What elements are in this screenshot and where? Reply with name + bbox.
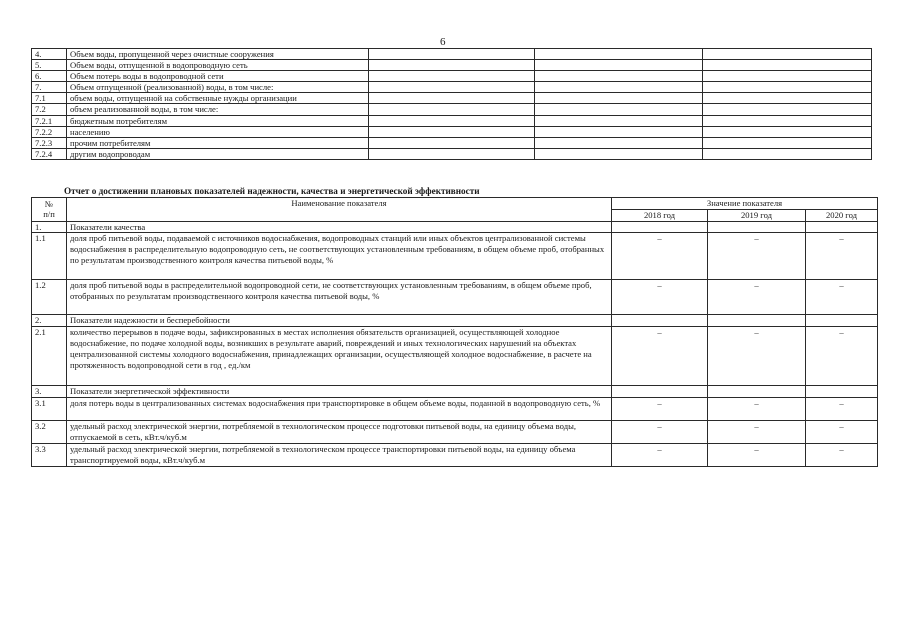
indicator-name: удельный расход электрической энергии, потребляемой в технологическом процессе транспортировки питьевой воды, на единицу объема транспортируемой воды, кВт.ч/куб.м bbox=[67, 443, 612, 466]
row-name: прочим потребителям bbox=[67, 137, 369, 148]
indicator-value: – bbox=[806, 233, 878, 280]
indicator-value bbox=[806, 315, 878, 327]
value-cell bbox=[703, 93, 872, 104]
table-row bbox=[32, 49, 872, 60]
value-cell bbox=[369, 82, 535, 93]
indicator-row bbox=[32, 397, 878, 420]
year-header: 2018 год bbox=[612, 209, 708, 221]
indicator-value bbox=[708, 221, 806, 233]
indicator-row bbox=[32, 420, 878, 443]
table-row bbox=[32, 82, 872, 93]
table-row bbox=[32, 148, 872, 159]
value-cell bbox=[369, 115, 535, 126]
value-cell bbox=[703, 71, 872, 82]
row-name: населению bbox=[67, 126, 369, 137]
row-name: Объем воды, пропущенной через очистные сооружения bbox=[67, 49, 369, 60]
indicator-value bbox=[612, 315, 708, 327]
indicator-value bbox=[708, 315, 806, 327]
value-cell bbox=[369, 93, 535, 104]
value-header: Значение показателя bbox=[612, 198, 878, 210]
row-number: 7. bbox=[32, 82, 67, 93]
indicator-value: – bbox=[612, 420, 708, 443]
indicator-value bbox=[708, 386, 806, 398]
row-number: 2.1 bbox=[32, 327, 67, 386]
indicator-name: удельный расход электрической энергии, потребляемой в технологическом процессе подготовки питьевой воды, на единицу объема воды, отпускаемой в сеть, кВт.ч/куб.м bbox=[67, 420, 612, 443]
value-cell bbox=[369, 49, 535, 60]
table-row bbox=[32, 126, 872, 137]
value-cell bbox=[369, 104, 535, 115]
page-number: 6 bbox=[440, 36, 446, 48]
value-cell bbox=[369, 126, 535, 137]
row-number: 4. bbox=[32, 49, 67, 60]
indicator-value: – bbox=[612, 280, 708, 315]
table-row bbox=[32, 93, 872, 104]
value-cell bbox=[703, 104, 872, 115]
indicator-row bbox=[32, 443, 878, 466]
value-cell bbox=[535, 71, 703, 82]
row-name: Объем потерь воды в водопроводной сети bbox=[67, 71, 369, 82]
value-cell bbox=[535, 126, 703, 137]
value-cell bbox=[703, 82, 872, 93]
value-cell bbox=[535, 82, 703, 93]
indicator-name: доля проб питьевой воды в распределительной водопроводной сети, не соответствующих установленным требованиям, в общем объеме проб, отобранных по результатам производственного контроля качества питьевой воды, % bbox=[67, 280, 612, 315]
row-number: 7.2.1 bbox=[32, 115, 67, 126]
name-header: Наименование показателя bbox=[67, 198, 612, 222]
value-cell bbox=[703, 126, 872, 137]
value-cell bbox=[703, 60, 872, 71]
section-row bbox=[32, 221, 878, 233]
indicator-value: – bbox=[806, 443, 878, 466]
value-cell bbox=[703, 115, 872, 126]
table-row bbox=[32, 115, 872, 126]
value-cell bbox=[369, 137, 535, 148]
row-name: другим водопроводам bbox=[67, 148, 369, 159]
row-number: 7.2.2 bbox=[32, 126, 67, 137]
row-number: 7.1 bbox=[32, 93, 67, 104]
value-cell bbox=[535, 137, 703, 148]
indicator-value bbox=[806, 386, 878, 398]
indicator-value: – bbox=[612, 443, 708, 466]
indicator-value: – bbox=[708, 233, 806, 280]
year-header: 2020 год bbox=[806, 209, 878, 221]
indicator-row bbox=[32, 233, 878, 280]
report-title: Отчет о достижении плановых показателей надежности, качества и энергетической эффективности bbox=[64, 186, 480, 196]
section-title: Показатели энергетической эффективности bbox=[67, 386, 612, 398]
row-name: Объем отпущенной (реализованной) воды, в том числе: bbox=[67, 82, 369, 93]
row-number: 6. bbox=[32, 71, 67, 82]
row-number: 1.1 bbox=[32, 233, 67, 280]
row-number: 7.2.4 bbox=[32, 148, 67, 159]
indicator-value: – bbox=[806, 420, 878, 443]
indicator-value: – bbox=[708, 327, 806, 386]
row-number: 1. bbox=[32, 221, 67, 233]
value-cell bbox=[535, 104, 703, 115]
table-row bbox=[32, 60, 872, 71]
indicator-value bbox=[806, 221, 878, 233]
indicator-row bbox=[32, 327, 878, 386]
value-cell bbox=[535, 148, 703, 159]
row-number: 2. bbox=[32, 315, 67, 327]
row-name: объем реализованной воды, в том числе: bbox=[67, 104, 369, 115]
row-name: Объем воды, отпущенной в водопроводную сеть bbox=[67, 60, 369, 71]
row-name: бюджетным потребителям bbox=[67, 115, 369, 126]
value-cell bbox=[369, 60, 535, 71]
table-row bbox=[32, 137, 872, 148]
indicator-value: – bbox=[708, 397, 806, 420]
value-cell bbox=[535, 93, 703, 104]
row-number: 3.1 bbox=[32, 397, 67, 420]
indicator-row bbox=[32, 280, 878, 315]
value-cell bbox=[703, 49, 872, 60]
value-cell bbox=[369, 148, 535, 159]
indicators-table bbox=[31, 197, 878, 467]
indicator-value bbox=[612, 386, 708, 398]
section-title: Показатели качества bbox=[67, 221, 612, 233]
value-cell bbox=[535, 60, 703, 71]
table-row bbox=[32, 104, 872, 115]
indicator-value bbox=[612, 221, 708, 233]
table-row bbox=[32, 71, 872, 82]
indicator-name: доля потерь воды в централизованных системах водоснабжения при транспортировке в общем объеме воды, поданной в водопроводную сеть, % bbox=[67, 397, 612, 420]
num-header: № п/п bbox=[32, 198, 67, 222]
indicator-value: – bbox=[708, 420, 806, 443]
indicator-value: – bbox=[612, 327, 708, 386]
value-cell bbox=[369, 71, 535, 82]
value-cell bbox=[535, 115, 703, 126]
value-cell bbox=[535, 49, 703, 60]
indicator-name: количество перерывов в подаче воды, зафиксированных в местах исполнения обязательств организацией, осуществляющей холодное водоснабжение, по подаче холодной воды, возникших в результате аварий, повреждений и иных технологических нарушений на объектах централизованной системы холодного водоснабжения, принадлежащих организации, осуществляющей холодное водоснабжение, в расчете на протяженность водопроводной сети в год , ед./км bbox=[67, 327, 612, 386]
row-number: 1.2 bbox=[32, 280, 67, 315]
indicator-value: – bbox=[708, 443, 806, 466]
indicator-value: – bbox=[708, 280, 806, 315]
year-header: 2019 год bbox=[708, 209, 806, 221]
indicator-name: доля проб питьевой воды, подаваемой с источников водоснабжения, водопроводных станций или иных объектов централизованной системы водоснабжения в распределительную водопроводную сеть, не соответствующих установленным требованиям, в общем объеме проб, отобранных по результатам производственного контроля качества питьевой воды, % bbox=[67, 233, 612, 280]
row-number: 5. bbox=[32, 60, 67, 71]
row-number: 7.2 bbox=[32, 104, 67, 115]
indicator-value: – bbox=[612, 397, 708, 420]
value-cell bbox=[703, 137, 872, 148]
section-row bbox=[32, 315, 878, 327]
row-number: 7.2.3 bbox=[32, 137, 67, 148]
indicator-value: – bbox=[806, 280, 878, 315]
indicator-value: – bbox=[612, 233, 708, 280]
section-title: Показатели надежности и бесперебойности bbox=[67, 315, 612, 327]
row-number: 3.2 bbox=[32, 420, 67, 443]
row-name: объем воды, отпущенной на собственные нужды организации bbox=[67, 93, 369, 104]
section-row bbox=[32, 386, 878, 398]
row-number: 3. bbox=[32, 386, 67, 398]
row-number: 3.3 bbox=[32, 443, 67, 466]
value-cell bbox=[703, 148, 872, 159]
indicator-value: – bbox=[806, 397, 878, 420]
water-volume-table bbox=[31, 48, 872, 160]
indicator-value: – bbox=[806, 327, 878, 386]
